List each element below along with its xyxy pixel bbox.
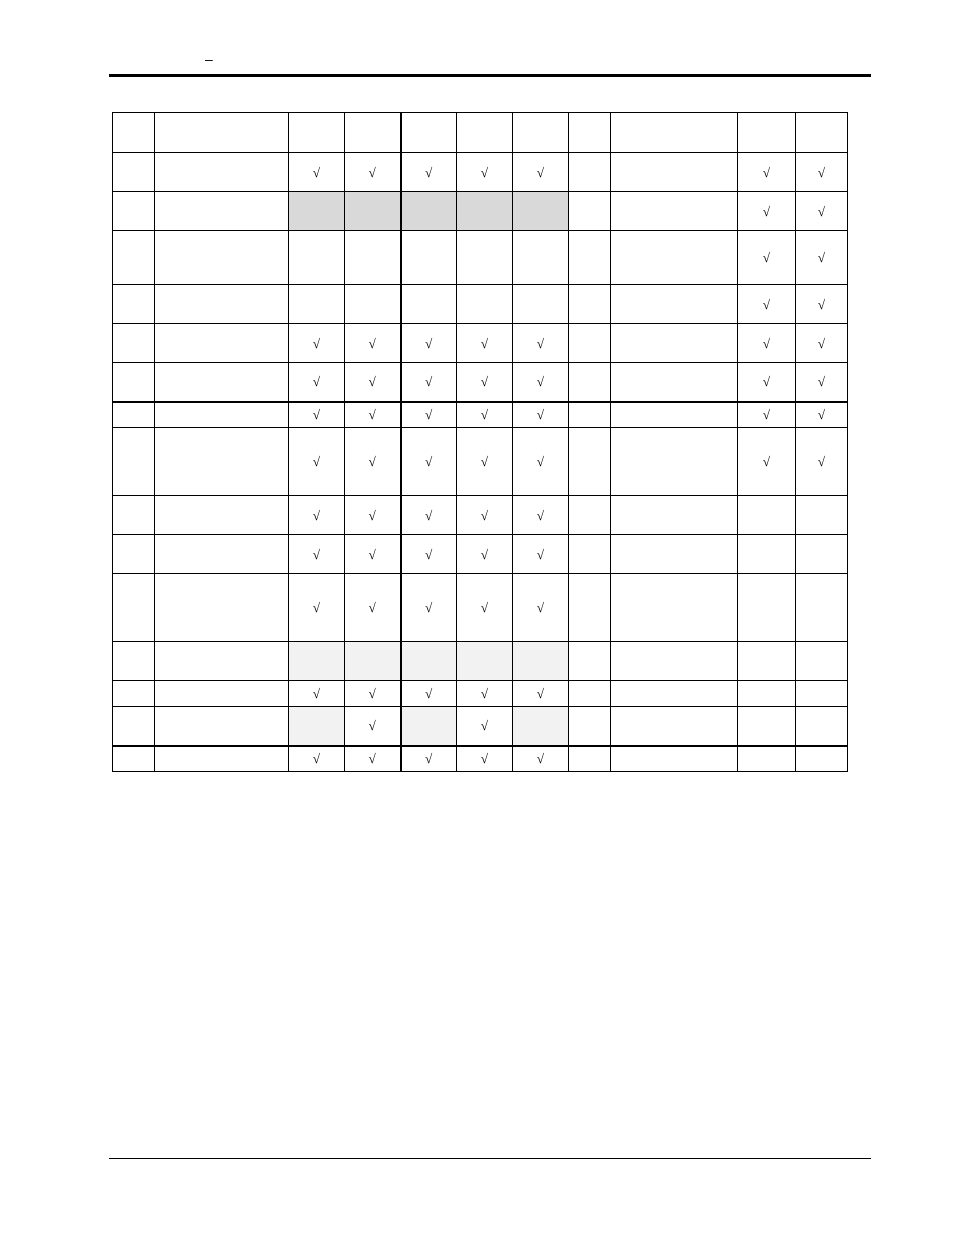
table-cell: √: [738, 231, 796, 285]
table-cell: [611, 285, 738, 324]
table-cell: [155, 153, 289, 192]
table-row: [113, 535, 848, 574]
table-cell: √: [345, 153, 401, 192]
table-cell: [155, 192, 289, 231]
table-cell: [738, 681, 796, 707]
table-cell: √: [796, 192, 848, 231]
table-cell: √: [796, 402, 848, 428]
table-cell: √: [738, 363, 796, 402]
table-cell: [113, 746, 155, 772]
table-row: [113, 324, 848, 363]
table-row: [113, 153, 848, 192]
table-cell: [513, 642, 569, 681]
table-cell: [401, 113, 457, 153]
table-row: [113, 192, 848, 231]
table-cell: √: [457, 324, 513, 363]
table-cell: √: [345, 496, 401, 535]
table-cell: [569, 113, 611, 153]
table-cell: [569, 192, 611, 231]
table-cell: [345, 192, 401, 231]
table-cell: √: [457, 363, 513, 402]
table-row: [113, 231, 848, 285]
table-cell: √: [289, 496, 345, 535]
table-cell: [155, 363, 289, 402]
header-mark: –: [205, 51, 213, 67]
table-cell: [738, 707, 796, 746]
table-cell: √: [796, 285, 848, 324]
table-cell: √: [738, 153, 796, 192]
table-cell: √: [738, 428, 796, 496]
table-cell: [113, 681, 155, 707]
table-cell: √: [289, 402, 345, 428]
table-cell: [569, 681, 611, 707]
table-cell: √: [796, 324, 848, 363]
feature-matrix-table: [112, 112, 848, 772]
table-cell: [611, 402, 738, 428]
table-cell: [796, 574, 848, 642]
table-cell: √: [401, 428, 457, 496]
table-cell: [155, 496, 289, 535]
table-cell: √: [345, 402, 401, 428]
table-row: [113, 428, 848, 496]
table-cell: [113, 642, 155, 681]
table-cell: [401, 642, 457, 681]
table-cell: √: [457, 428, 513, 496]
table-cell: [457, 231, 513, 285]
table-cell: [569, 496, 611, 535]
table-cell: [611, 681, 738, 707]
table-cell: [569, 746, 611, 772]
table-cell: [289, 707, 345, 746]
table-cell: [796, 746, 848, 772]
table-cell: [796, 113, 848, 153]
table-cell: [457, 192, 513, 231]
table-cell: √: [513, 153, 569, 192]
table-row: [113, 574, 848, 642]
table-cell: √: [401, 746, 457, 772]
table-cell: √: [796, 428, 848, 496]
table-cell: √: [457, 153, 513, 192]
table-cell: [569, 428, 611, 496]
table-cell: [569, 402, 611, 428]
table-cell: [513, 231, 569, 285]
table-cell: √: [401, 153, 457, 192]
table-cell: [113, 707, 155, 746]
table-cell: √: [401, 402, 457, 428]
table-cell: [611, 192, 738, 231]
footer-rule: [109, 1158, 871, 1159]
table-cell: [155, 402, 289, 428]
table-cell: √: [289, 535, 345, 574]
table-cell: [513, 113, 569, 153]
table-cell: [611, 496, 738, 535]
table-cell: [401, 192, 457, 231]
table-cell: [738, 496, 796, 535]
table-row: [113, 113, 848, 153]
table-cell: √: [513, 402, 569, 428]
table-cell: [155, 681, 289, 707]
table-cell: [569, 707, 611, 746]
table-cell: √: [289, 746, 345, 772]
table-cell: √: [345, 746, 401, 772]
table-cell: √: [457, 746, 513, 772]
table-cell: [611, 363, 738, 402]
table-cell: [289, 285, 345, 324]
table-cell: [113, 113, 155, 153]
table-cell: [611, 153, 738, 192]
table-cell: [289, 231, 345, 285]
table-cell: √: [345, 707, 401, 746]
table-cell: √: [345, 428, 401, 496]
table-cell: [457, 113, 513, 153]
table-cell: √: [513, 681, 569, 707]
table-cell: [738, 746, 796, 772]
table-cell: [738, 574, 796, 642]
table-row: [113, 707, 848, 746]
table-cell: [569, 642, 611, 681]
table-cell: √: [289, 324, 345, 363]
table-cell: √: [513, 574, 569, 642]
table-cell: [569, 231, 611, 285]
table-cell: [569, 324, 611, 363]
table-cell: [155, 113, 289, 153]
table-cell: √: [457, 707, 513, 746]
table-cell: [155, 707, 289, 746]
table-cell: [345, 285, 401, 324]
table-cell: [113, 192, 155, 231]
table-cell: [569, 285, 611, 324]
table-cell: [113, 285, 155, 324]
header-rule: [109, 74, 871, 77]
table-cell: [113, 402, 155, 428]
table-cell: √: [513, 363, 569, 402]
table-cell: [796, 535, 848, 574]
table-cell: [611, 746, 738, 772]
table-cell: [611, 707, 738, 746]
table-cell: √: [513, 324, 569, 363]
table-cell: [796, 681, 848, 707]
table-cell: √: [738, 402, 796, 428]
table-cell: [611, 231, 738, 285]
table-cell: √: [289, 428, 345, 496]
table-cell: [113, 496, 155, 535]
table-cell: [155, 642, 289, 681]
table-cell: [113, 363, 155, 402]
table-cell: [113, 153, 155, 192]
table-cell: [611, 428, 738, 496]
table-cell: [513, 707, 569, 746]
table-cell: [738, 535, 796, 574]
table-row: [113, 285, 848, 324]
table-cell: [155, 285, 289, 324]
table-cell: √: [796, 153, 848, 192]
table-cell: [611, 113, 738, 153]
table-cell: √: [401, 324, 457, 363]
table-cell: [738, 642, 796, 681]
table-cell: √: [457, 496, 513, 535]
table-row: [113, 402, 848, 428]
table-cell: [113, 428, 155, 496]
table-cell: [289, 192, 345, 231]
table-cell: √: [345, 324, 401, 363]
table-cell: √: [345, 574, 401, 642]
table-cell: [513, 285, 569, 324]
table-cell: [113, 574, 155, 642]
table-cell: √: [289, 574, 345, 642]
table-cell: [401, 285, 457, 324]
table-cell: √: [513, 428, 569, 496]
table-cell: [345, 113, 401, 153]
table-cell: [796, 642, 848, 681]
table-row: [113, 746, 848, 772]
table-cell: [611, 642, 738, 681]
table-cell: √: [738, 324, 796, 363]
table-cell: [289, 113, 345, 153]
table-cell: [289, 642, 345, 681]
table-cell: √: [513, 496, 569, 535]
table-cell: [569, 153, 611, 192]
table-cell: [113, 535, 155, 574]
table-row: [113, 363, 848, 402]
table-row: [113, 681, 848, 707]
table-cell: [113, 324, 155, 363]
table-cell: √: [401, 496, 457, 535]
table-cell: [611, 324, 738, 363]
table-cell: [155, 574, 289, 642]
table-cell: [401, 707, 457, 746]
table-cell: [513, 192, 569, 231]
table-cell: [113, 231, 155, 285]
table-row: [113, 496, 848, 535]
table-cell: [155, 231, 289, 285]
table-cell: [401, 231, 457, 285]
table-cell: √: [289, 681, 345, 707]
table-cell: [569, 574, 611, 642]
table-cell: [611, 535, 738, 574]
table-cell: √: [401, 363, 457, 402]
table-cell: [611, 574, 738, 642]
table-cell: √: [345, 681, 401, 707]
table-cell: [457, 642, 513, 681]
table-cell: √: [513, 746, 569, 772]
table-cell: [569, 535, 611, 574]
table-cell: [796, 707, 848, 746]
table-cell: [155, 428, 289, 496]
table-row: [113, 642, 848, 681]
table-cell: [796, 496, 848, 535]
table-cell: √: [289, 363, 345, 402]
table-cell: [155, 324, 289, 363]
table-cell: √: [457, 681, 513, 707]
table-cell: [738, 113, 796, 153]
table-cell: √: [457, 535, 513, 574]
table-cell: √: [457, 574, 513, 642]
table-cell: √: [738, 285, 796, 324]
table-cell: √: [513, 535, 569, 574]
table-cell: √: [401, 535, 457, 574]
table-cell: √: [796, 363, 848, 402]
table-cell: √: [796, 231, 848, 285]
table-cell: [155, 746, 289, 772]
table-cell: [569, 363, 611, 402]
table-cell: √: [401, 574, 457, 642]
table-cell: √: [738, 192, 796, 231]
table-cell: √: [345, 363, 401, 402]
table-cell: √: [345, 535, 401, 574]
table-cell: [457, 285, 513, 324]
table-cell: [345, 642, 401, 681]
table-cell: √: [401, 681, 457, 707]
table-cell: [155, 535, 289, 574]
table-cell: √: [289, 153, 345, 192]
table-cell: √: [457, 402, 513, 428]
table-cell: [345, 231, 401, 285]
